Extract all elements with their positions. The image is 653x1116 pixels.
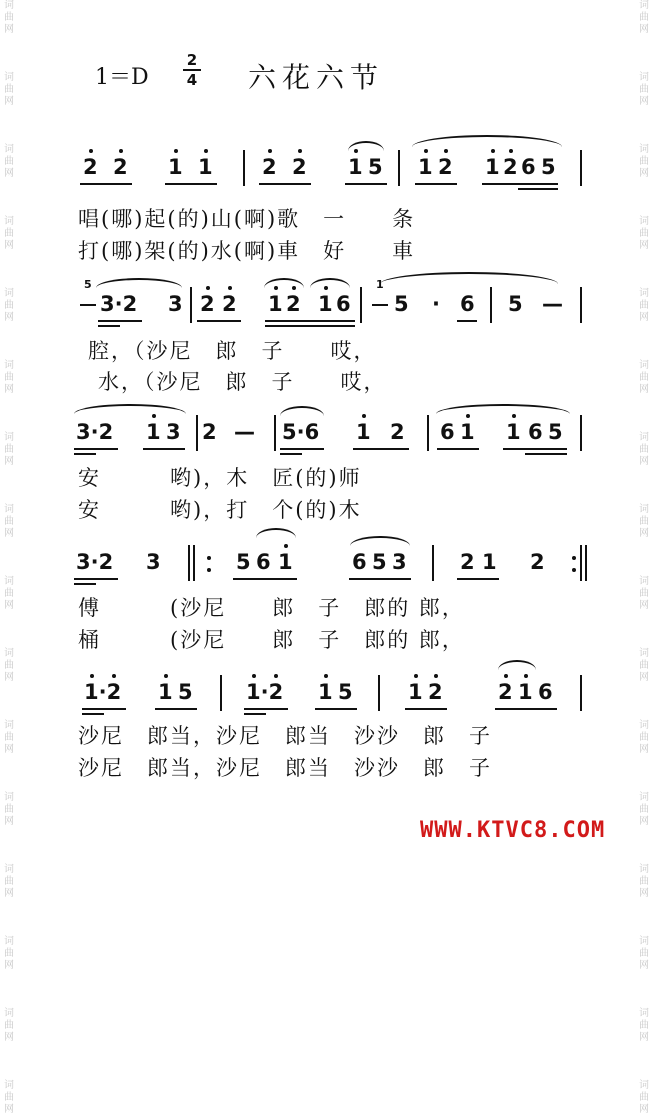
bar-line xyxy=(360,287,362,323)
note: 1 xyxy=(356,420,371,444)
repeat-dot xyxy=(572,568,576,572)
note: — xyxy=(234,420,255,444)
beam xyxy=(437,448,479,450)
lyric-line: 水，（沙尼 郎 子 哎， xyxy=(98,370,387,394)
beam xyxy=(280,448,324,450)
repeat-dot xyxy=(572,556,576,560)
bar-line xyxy=(580,150,582,186)
bar-line xyxy=(274,415,276,451)
note: 6 xyxy=(528,420,543,444)
note: 1 xyxy=(168,155,183,179)
bar-line xyxy=(427,415,429,451)
octave-dot xyxy=(228,286,232,290)
lyric-line: 安 哟)，打 个(的)木 xyxy=(78,498,362,522)
note: 6 xyxy=(440,420,455,444)
octave-dot xyxy=(89,149,93,153)
octave-dot xyxy=(112,674,116,678)
note: 5 xyxy=(372,550,387,574)
bar-line xyxy=(490,287,492,323)
beam xyxy=(495,708,557,710)
repeat-end xyxy=(585,545,587,581)
note: 3·2 xyxy=(76,550,114,574)
notation-row-5 xyxy=(0,670,653,710)
note: 2 xyxy=(530,550,545,574)
song-title: 六花六节 xyxy=(248,61,385,94)
beam xyxy=(74,453,96,455)
octave-dot xyxy=(444,149,448,153)
beam xyxy=(143,448,185,450)
note: 1 xyxy=(348,155,363,179)
note: 3 xyxy=(146,550,161,574)
slur xyxy=(280,406,324,416)
bar-line xyxy=(243,150,245,186)
note: 5 xyxy=(338,680,353,704)
slur xyxy=(310,278,350,288)
octave-dot xyxy=(504,674,508,678)
beam xyxy=(353,448,409,450)
note: 1 xyxy=(268,292,283,316)
slur xyxy=(380,272,558,284)
octave-dot xyxy=(414,674,418,678)
beam xyxy=(82,713,104,715)
beam xyxy=(98,320,142,322)
repeat-dot xyxy=(207,568,211,572)
repeat-start xyxy=(188,545,190,581)
note: 1 xyxy=(158,680,173,704)
repeat-start xyxy=(193,545,195,581)
bar-line xyxy=(398,150,400,186)
note: 2 xyxy=(460,550,475,574)
note: 2 xyxy=(286,292,301,316)
lyric-line: 打(哪)架(的)水(啊)車 好 車 xyxy=(78,239,416,263)
beam xyxy=(233,578,297,580)
octave-dot xyxy=(119,149,123,153)
beam xyxy=(244,713,266,715)
beam xyxy=(315,708,357,710)
note: 2 xyxy=(200,292,215,316)
note: 6 xyxy=(538,680,553,704)
beam xyxy=(265,320,355,322)
octave-dot xyxy=(466,414,470,418)
octave-dot xyxy=(424,149,428,153)
lyric-line: 傅 (沙尼 郎 子 郎的 郎， xyxy=(78,596,465,620)
beam xyxy=(518,188,558,190)
note: 1 xyxy=(146,420,161,444)
note: 6 xyxy=(352,550,367,574)
octave-dot xyxy=(274,674,278,678)
note: 2 xyxy=(83,155,98,179)
note: 5 xyxy=(548,420,563,444)
octave-dot xyxy=(509,149,513,153)
slur xyxy=(264,278,304,288)
note: — xyxy=(542,292,563,316)
note: 5 xyxy=(368,155,383,179)
note: 1 xyxy=(518,680,533,704)
note: 6 xyxy=(256,550,271,574)
beam xyxy=(503,448,567,450)
slur xyxy=(498,660,536,670)
octave-dot xyxy=(90,674,94,678)
octave-dot xyxy=(252,674,256,678)
beam xyxy=(98,325,120,327)
beam xyxy=(244,708,288,710)
note: 5·6 xyxy=(282,420,320,444)
note: 3 xyxy=(392,550,407,574)
bar-line xyxy=(580,287,582,323)
note: 3·2 xyxy=(100,292,138,316)
note: 2 xyxy=(262,155,277,179)
note: 6 xyxy=(521,155,536,179)
lyric-line: 沙尼 郎当，沙尼 郎当 沙沙 郎 子 xyxy=(78,756,492,780)
note: 2 xyxy=(438,155,453,179)
note: 1 xyxy=(318,680,333,704)
bar-line xyxy=(580,675,582,711)
note: · xyxy=(432,292,440,316)
slur xyxy=(96,278,182,288)
note: 1 xyxy=(485,155,500,179)
slur xyxy=(412,135,562,147)
octave-dot xyxy=(174,149,178,153)
beam xyxy=(74,583,96,585)
note: 2 xyxy=(292,155,307,179)
note: 2 xyxy=(503,155,518,179)
beam xyxy=(345,183,387,185)
beam xyxy=(405,708,447,710)
note: 3 xyxy=(168,292,183,316)
key-signature: 1＝D xyxy=(95,65,149,90)
notation-row-2 xyxy=(0,278,653,322)
beam xyxy=(482,183,558,185)
note: 2 xyxy=(202,420,217,444)
website-watermark: WWW.KTVC8.COM xyxy=(420,818,606,843)
note: 6 xyxy=(460,292,475,316)
note: 1 xyxy=(318,292,333,316)
octave-dot xyxy=(491,149,495,153)
beam xyxy=(415,183,457,185)
time-bottom: 4 xyxy=(186,71,198,89)
note: 1 xyxy=(460,420,475,444)
beam xyxy=(80,183,132,185)
bar-line xyxy=(580,415,582,451)
beam xyxy=(457,320,477,322)
note: 2 xyxy=(428,680,443,704)
note: 2 xyxy=(113,155,128,179)
notation-row-3 xyxy=(0,410,653,450)
octave-dot xyxy=(206,286,210,290)
note: 5 xyxy=(394,292,409,316)
octave-dot xyxy=(524,674,528,678)
beam xyxy=(155,708,197,710)
note: 3 xyxy=(166,420,181,444)
lyric-line: 沙尼 郎当，沙尼 郎当 沙沙 郎 子 xyxy=(78,724,492,748)
beam xyxy=(349,578,411,580)
slur xyxy=(74,404,186,414)
beam xyxy=(197,320,241,322)
lyric-line: 安 哟)，木 匠(的)师 xyxy=(78,466,362,490)
octave-dot xyxy=(152,414,156,418)
watermark-left: 词曲网 词曲网 词曲网 词曲网 词曲网 词曲网 词曲网 词曲网 词曲网 词曲网 词曲网 词曲网 词曲网 词曲网 词曲网 词曲网 xyxy=(4,0,14,1115)
note: 1 xyxy=(408,680,423,704)
beam xyxy=(74,578,118,580)
beam xyxy=(74,448,118,450)
repeat-end xyxy=(580,545,582,581)
note: 5 xyxy=(178,680,193,704)
octave-dot xyxy=(298,149,302,153)
note: 2 xyxy=(222,292,237,316)
note: 6 xyxy=(336,292,351,316)
grace-line xyxy=(80,304,96,306)
note: 1 xyxy=(418,155,433,179)
note: 3·2 xyxy=(76,420,114,444)
octave-dot xyxy=(164,674,168,678)
notation-row-1 xyxy=(0,145,653,185)
note: 2 xyxy=(498,680,513,704)
octave-dot xyxy=(268,149,272,153)
slur xyxy=(350,536,410,546)
repeat-dot xyxy=(207,556,211,560)
octave-dot xyxy=(434,674,438,678)
beam xyxy=(165,183,217,185)
slur xyxy=(256,528,296,538)
bar-line xyxy=(190,287,192,323)
bar-line xyxy=(378,675,380,711)
beam xyxy=(259,183,311,185)
octave-dot xyxy=(324,674,328,678)
bar-line xyxy=(432,545,434,581)
slur xyxy=(348,141,384,151)
note: 1 xyxy=(198,155,213,179)
bar-line xyxy=(196,415,198,451)
beam xyxy=(265,325,355,327)
octave-dot xyxy=(284,544,288,548)
time-top: 2 xyxy=(186,51,198,69)
note: 1 xyxy=(506,420,521,444)
note: 1 xyxy=(482,550,497,574)
octave-dot xyxy=(362,414,366,418)
lyric-line: 桶 (沙尼 郎 子 郎的 郎， xyxy=(78,628,465,652)
lyric-line: 腔，（沙尼 郎 子 哎， xyxy=(88,339,377,363)
watermark-right: 词曲网 词曲网 词曲网 词曲网 词曲网 词曲网 词曲网 词曲网 词曲网 词曲网 词曲网 词曲网 词曲网 词曲网 词曲网 词曲网 xyxy=(639,0,649,1115)
octave-dot xyxy=(512,414,516,418)
octave-dot xyxy=(204,149,208,153)
slur xyxy=(436,404,570,414)
beam xyxy=(457,578,499,580)
beam xyxy=(525,453,567,455)
grace-note: 1 xyxy=(376,278,384,291)
beam xyxy=(82,708,126,710)
note: 1·2 xyxy=(246,680,284,704)
note: 5 xyxy=(236,550,251,574)
note: 1 xyxy=(278,550,293,574)
time-signature xyxy=(183,52,201,88)
notation-row-4 xyxy=(0,540,653,580)
lyric-line: 唱(哪)起(的)山(啊)歌 一 条 xyxy=(78,207,416,231)
note: 5 xyxy=(508,292,523,316)
bar-line xyxy=(220,675,222,711)
beam xyxy=(280,453,302,455)
grace-line xyxy=(372,304,388,306)
note: 1·2 xyxy=(84,680,122,704)
grace-note: 5 xyxy=(84,278,92,291)
note: 2 xyxy=(390,420,405,444)
note: 5 xyxy=(541,155,556,179)
